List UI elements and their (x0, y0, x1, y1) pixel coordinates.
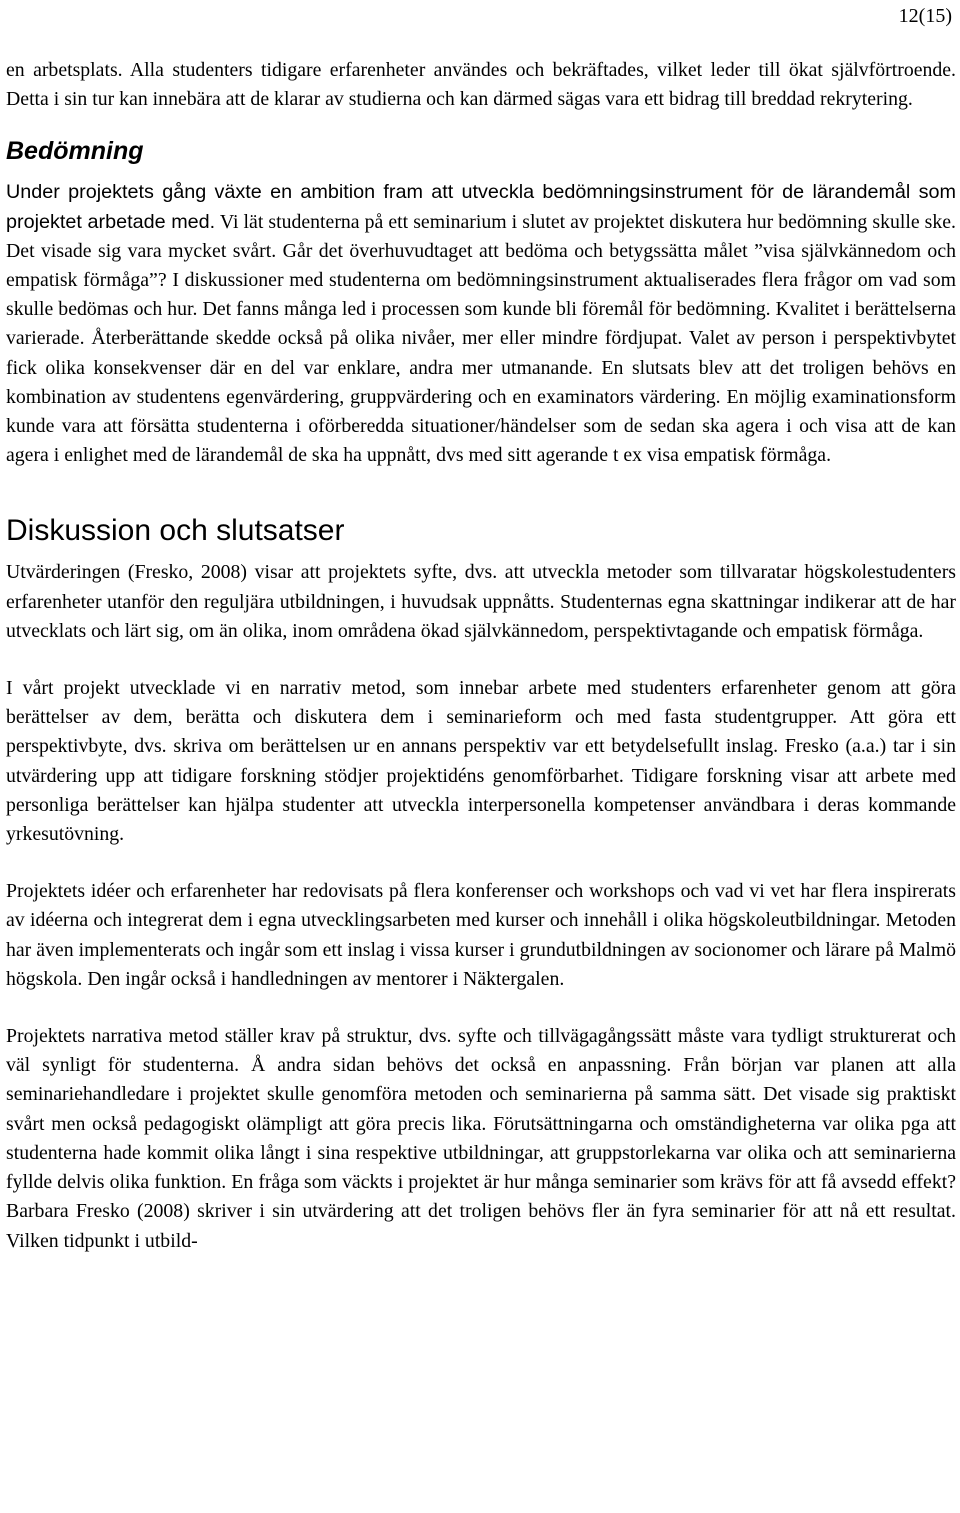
assessment-paragraph (6, 178, 956, 470)
discussion-paragraph-4: Projektets narrativa metod ställer krav på struktur, dvs. syfte och tillvägagångssätt måste vara tydligt strukturerat och väl synligt för studenterna. Å andra sidan behövs det också en anpassning. Från början var planen att alla seminariehandledare i projektet skulle genomföra metoden och seminarierna på samma sätt. Det visade sig praktiskt svårt men också pedagogiskt olämpligt att göra precis lika. Förutsättningarna och omständigheterna var olika pga att studenterna hade kommit olika långt i sina respektive utbildningar, att gruppstorlekarna var olika och att seminarierna fyllde delvis olika funktion. En fråga som väckts i projektet är hur många seminarier som krävs för att få avsedd effekt? Barbara Fresko (2008) skriver i sin utvärdering att det troligen behövs fler än fyra seminarier för att nå ett resultat. Vilken tidpunkt i utbild- (6, 1025, 956, 1252)
discussion-paragraph-3: Projektets idéer och erfarenheter har redovisats på flera konferenser och workshops och vad vi vet har flera inspirerats av idéerna och integrerat dem i egna utvecklingsarbeten med kurser och innehåll i olika högskoleutbildningar. Metoden har även implementerats och ingår som ett inslag i vissa kurser i grundutbildningen av socionomer och lärare på Malmö högskola. Den ingår också i handledningen av mentorer i Näktergalen. (6, 880, 956, 990)
assessment-paragraph-body: Vi lät studenterna på ett seminarium i slutet av projektet diskutera hur bedömning skulle ske. Det visade sig vara mycket svårt. Går det överhuvudtaget att bedöma och betygssätta målet ”visa självkännedom och empatisk förmåga”? I diskussioner med studenterna om bedömningsinstrument aktualiserades flera frågor om vad som skulle bedömas och hur. Det fanns många led i processen som kunde bli föremål för bedömning. Kvalitet i berättelserna varierade. Återberättande skedde också på olika nivåer, mer eller mindre fördjupat. Valet av person i perspektivbytet fick olika konsekvenser där en del var enklare, andra mer utmanande. En slutsats blev att det troligen behövs en kombination av studentens egenvärdering, gruppvärdering och en examinators värdering. En möjlig examinationsform kunde vara att försätta studenterna i oförberedda situationer/händelser som de sedan ska agera i och visa att de kan agera i enlighet med de lärandemål de ska ha uppnått, dvs med sitt agerande t ex visa empatisk förmåga. (6, 210, 956, 467)
discussion-paragraph-2: I vårt projekt utvecklade vi en narrativ metod, som innebar arbete med studenters erfarenheter genom att göra berättelser av dem, berätta och diskutera dem i seminarieform och med fasta studentgrupper. Att göra ett perspektivbyte, dvs. skriva om berättelsen ur en annans perspektiv var ett betydelsefullt inslag. Fresko (a.a.) tar i sin utvärdering upp att tidigare forskning stödjer projektidéns genomförbarhet. Tidigare forskning visar att arbete med personliga berättelser kan hjälpa studenter att utveckla interpersonella kompetenser användbara i deras kommande yrkesutövning. (6, 677, 956, 846)
discussion-paragraph-1: Utvärderingen (Fresko, 2008) visar att projektets syfte, dvs. att utveckla metoder som tillvaratar högskolestudenters erfarenheter utanför den reguljära utbildningen, i huvudsak uppnåtts. Studenternas egna skattningar indikerar att de har utvecklats och lärt sig, om än olika, inom områdena ökad självkännedom, perspektivtagande och empatisk förmåga. (6, 561, 956, 642)
section-heading-bedomning: Bedömning (6, 137, 144, 166)
page-number: 12(15) (898, 5, 952, 27)
assessment-paragraph-lead: Under projektets gång växte en ambition fram att utveckla bedömningsinstrument för de lärandemål som projektet arbetade med. (6, 181, 956, 233)
document-body (6, 56, 956, 1256)
section-heading-diskussion: Diskussion och slutsatser (6, 514, 345, 548)
intro-paragraph: en arbetsplats. Alla studenters tidigare erfarenheter användes och bekräftades, vilket leder till ökat självförtroende. Detta i sin tur kan innebära att de klarar av studierna och kan därmed sägas vara ett bidrag till breddad rekrytering. (6, 59, 956, 111)
